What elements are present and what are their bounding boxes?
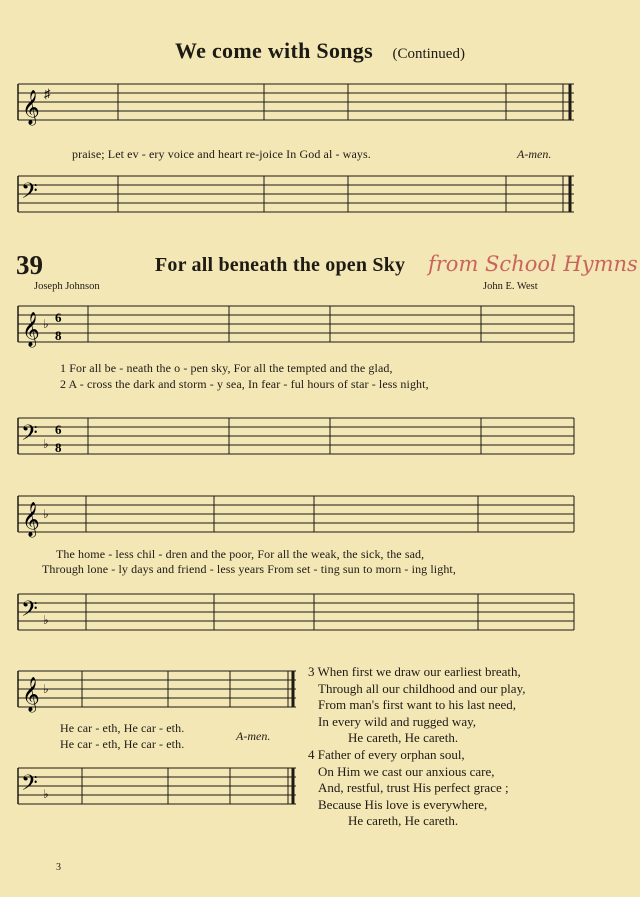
staff-treble-system2 [18,306,574,346]
staff-bass-system4 [18,768,296,808]
treble-clef-icon: 𝄞 [22,313,40,346]
sharp-icon: ♯ [44,86,51,101]
verse-line: He careth, He careth. [348,813,459,828]
system2-lyric-verse2: 2 A - cross the dark and storm - y sea, In fear - ful hours of star - less night, [60,377,429,391]
system4-lyric-verse2: He car - eth, He car - eth. [60,737,185,751]
staff-treble-system3 [18,496,574,536]
treble-clef-icon: 𝄞 [22,503,40,536]
treble-clef-icon: 𝄞 [22,91,40,124]
system1-lyric: praise; Let ev - ery voice and heart re-joice In God al - ways. [72,147,371,161]
system2-lyric-verse1: 1 For all be - neath the o - pen sky, For all the tempted and the glad, [60,361,393,375]
time-signature-bottom: 8 [55,440,62,455]
page-mark: 3 [56,862,61,873]
bass-clef-icon: 𝄢 [21,597,38,626]
staff-bass-system1 [18,176,574,216]
verse-line: Because His love is everywhere, [318,796,488,812]
staff-bass-system3 [18,594,574,634]
time-signature-top: 6 [55,422,62,437]
hymn-title-continued: We come with Songs [175,38,373,63]
verse-line: Through all our childhood and our play, [318,680,526,696]
flat-icon: ♭ [43,787,49,801]
bass-clef-icon: 𝄢 [21,179,38,208]
verse-4 [308,747,509,830]
handwritten-annotation: from School Hymns [428,252,638,276]
bass-clef-icon: 𝄢 [21,421,38,450]
composer-credit: John E. West [483,281,538,292]
verse-line: 4 Father of every orphan soul, [308,747,465,762]
staff-treble-system4 [18,671,296,711]
verse-line: And, restful, trust His perfect grace ; [318,780,509,795]
verse-line: 3 When first we draw our earliest breath, [308,664,521,679]
author-credit: Joseph Johnson [34,281,100,292]
verse-line: On Him we cast our anxious care, [318,763,495,779]
flat-icon: ♭ [43,317,49,331]
verse-line: In every wild and rugged way, [318,713,476,729]
hymn-number: 39 [16,250,43,280]
verse-3 [308,664,525,747]
bass-clef-icon: 𝄢 [21,771,38,800]
system1-amen: A-men. [517,147,552,161]
staff-bass-system2 [18,418,574,458]
system4-amen: A-men. [236,729,271,743]
system3-lyric-verse1: The home - less chil - dren and the poor, For all the weak, the sick, the sad, [56,547,425,561]
staff-lines [18,84,574,120]
treble-clef-icon: 𝄞 [22,678,40,711]
system3-lyric-verse2: Through lone - ly days and friend - less years From set - ting sun to morn - ing light, [42,562,456,576]
verse-line: From man's first want to his last need, [318,697,517,712]
continued-label: (Continued) [392,46,465,62]
flat-icon: ♭ [43,613,49,627]
system4-lyric-verse1: He car - eth, He car - eth. [60,721,185,735]
time-signature-bottom: 8 [55,328,62,343]
page-title [0,38,640,64]
time-signature-top: 6 [55,310,62,325]
flat-icon: ♭ [43,437,49,451]
hymn-title: For all beneath the open Sky [155,254,406,276]
flat-icon: ♭ [43,507,49,521]
flat-icon: ♭ [43,682,49,696]
verse-line: He careth, He careth. [348,730,459,745]
staff-treble-system1 [18,84,574,134]
